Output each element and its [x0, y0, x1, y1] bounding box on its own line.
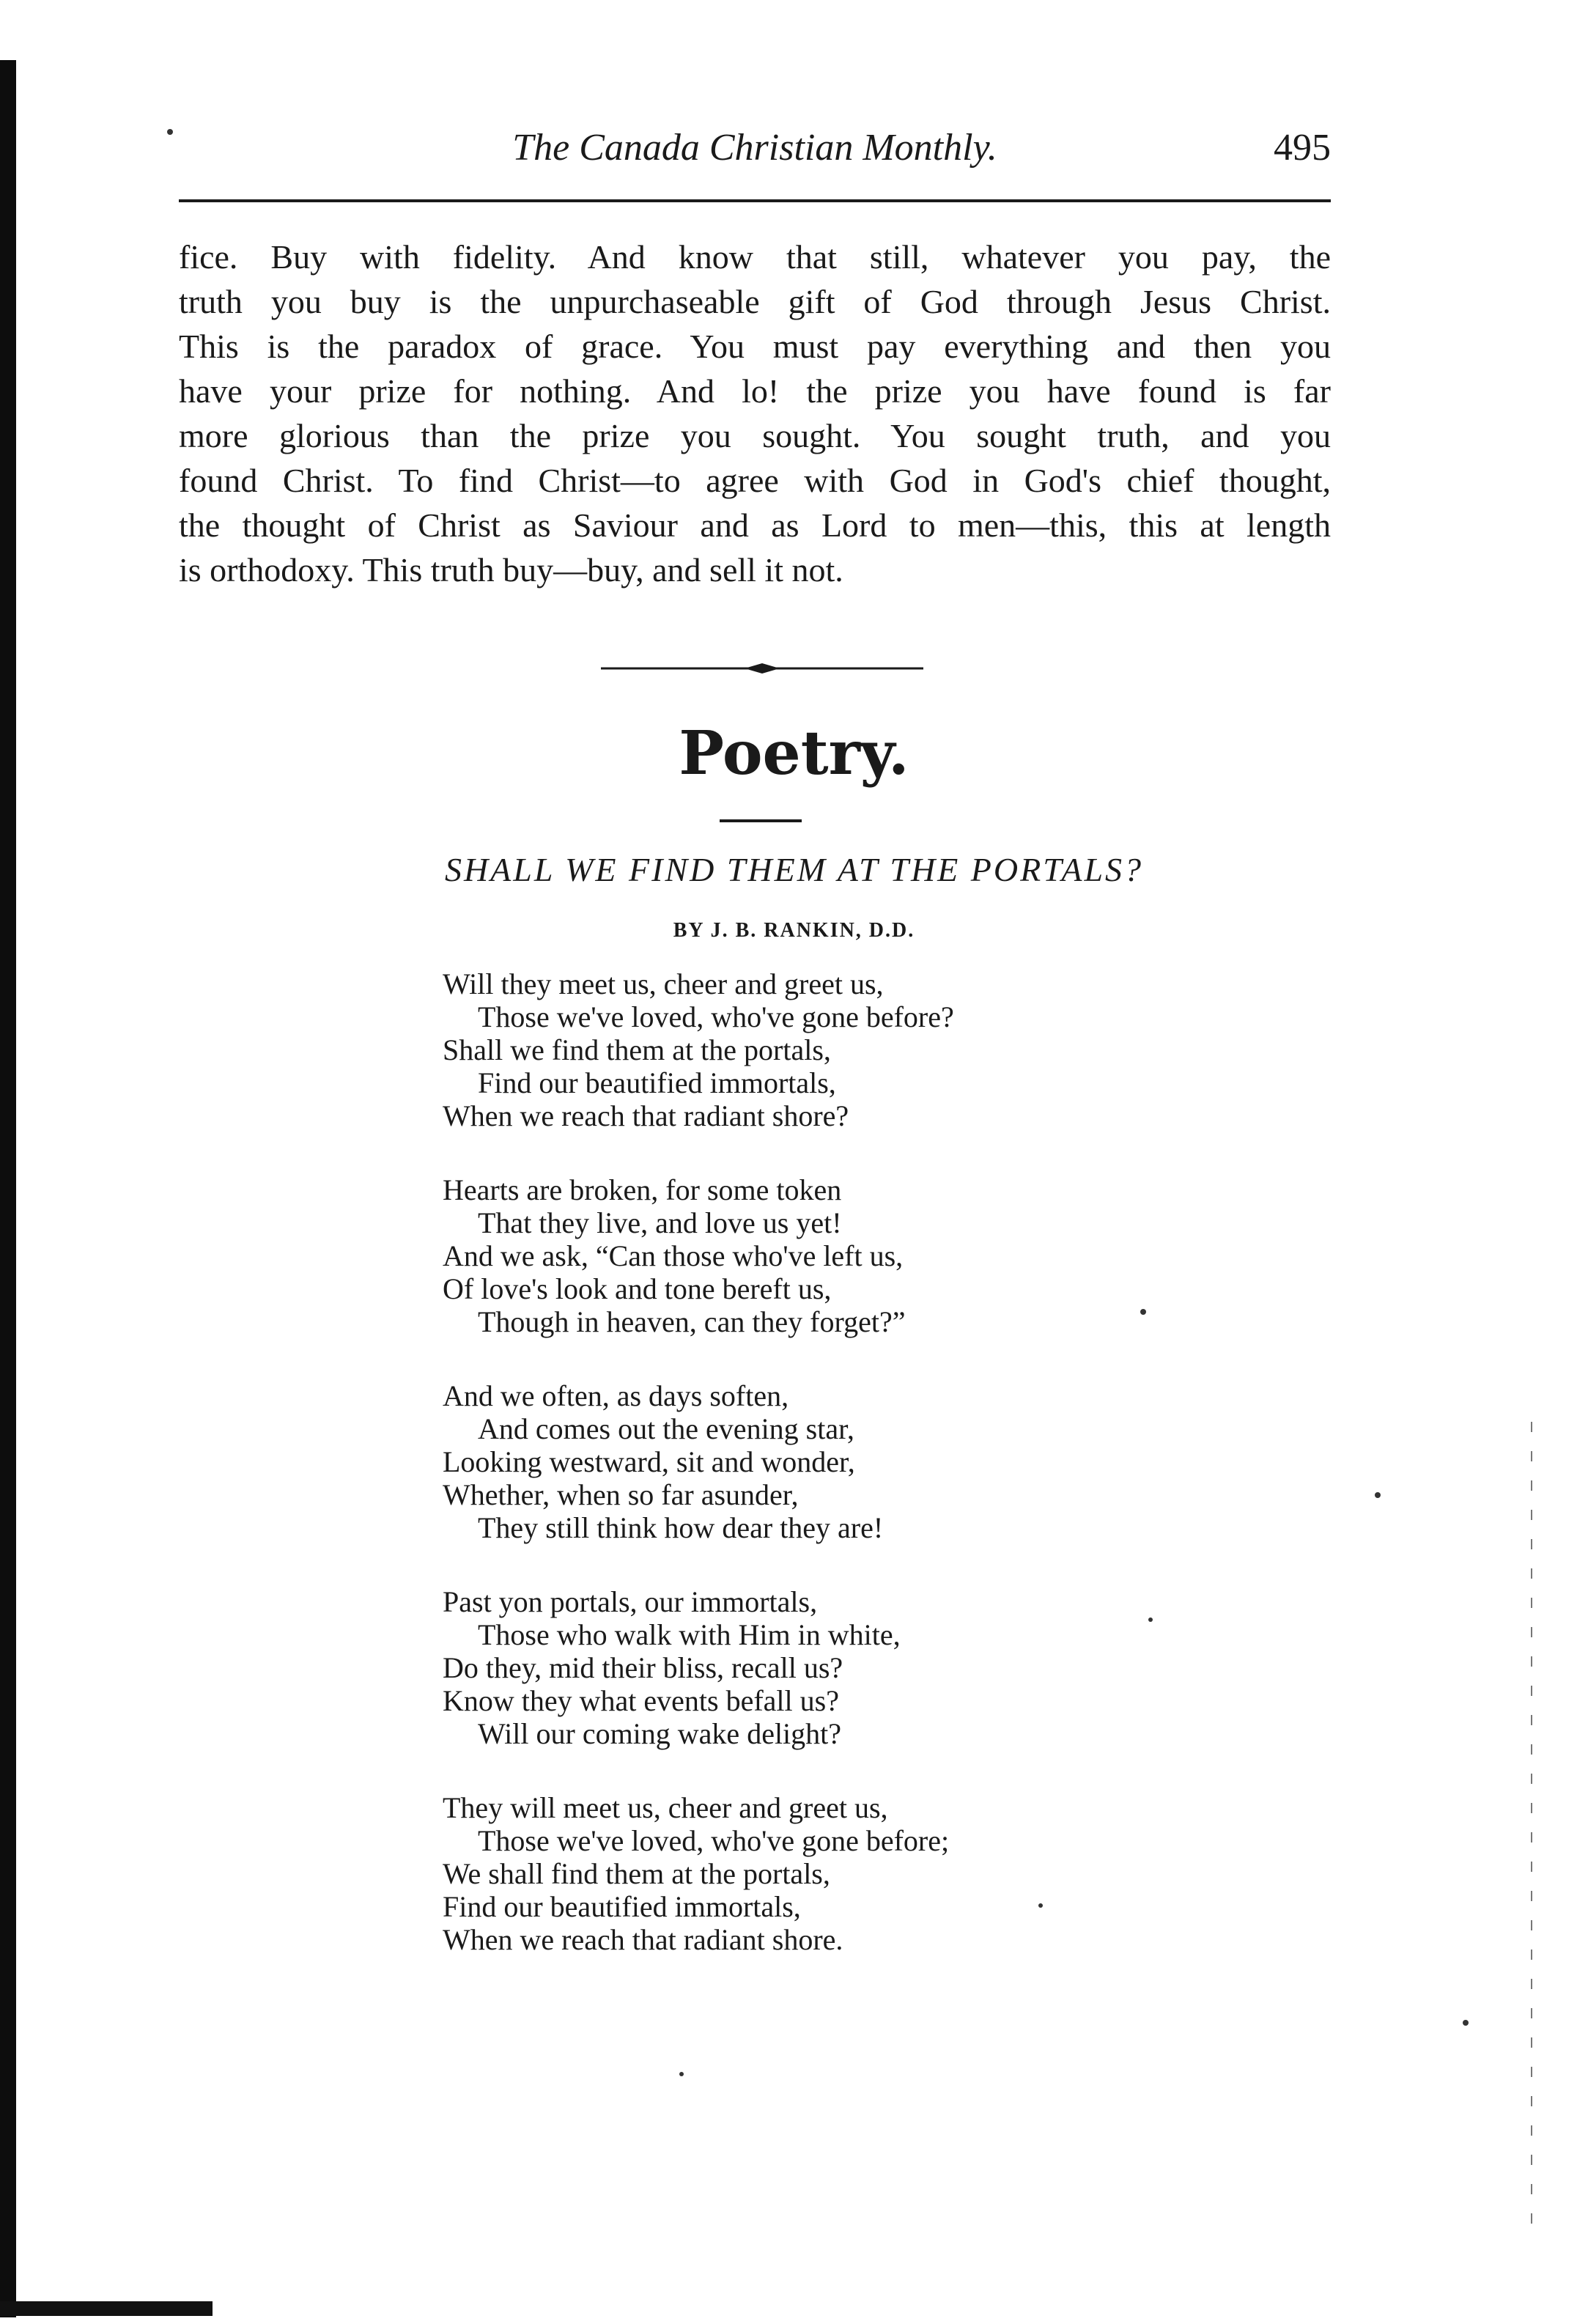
prose-line: found Christ. To find Christ—to agree with God in God's chief thought, [179, 462, 1331, 499]
verse-line: That they live, and love us yet! [478, 1206, 842, 1239]
stanza [443, 1585, 1175, 1750]
prose-line: truth you buy is the unpurchaseable gift of God through Jesus Christ. [179, 283, 1331, 320]
verse-line: And we ask, “Can those who've left us, [443, 1239, 904, 1272]
running-header [179, 117, 1331, 176]
verse-line: Though in heaven, can they forget?” [478, 1305, 906, 1338]
stanza [443, 1791, 1175, 1956]
prose-line: more glorious than the prize you sought. You sought truth, and you [179, 417, 1331, 454]
verse-line: When we reach that radiant shore? [443, 1099, 849, 1132]
journal-title: The Canada Christian Monthly. [512, 127, 997, 169]
verse-line: Looking westward, sit and wonder, [443, 1445, 855, 1478]
verse-line: And comes out the evening star, [478, 1412, 854, 1445]
verse-line: Will they meet us, cheer and greet us, [443, 967, 884, 1000]
poem-title: SHALL WE FIND THEM AT THE PORTALS? [444, 851, 1144, 888]
verse-line: Do they, mid their bliss, recall us? [443, 1651, 843, 1684]
prose-line: This is the paradox of grace. You must pay everything and then you [179, 328, 1331, 365]
verse-line: Know they what events befall us? [443, 1684, 839, 1717]
verse-line: They still think how dear they are! [478, 1511, 884, 1544]
verse-line: Past yon portals, our immortals, [443, 1585, 818, 1618]
poem [443, 967, 1175, 1997]
prose-line: fice. Buy with fidelity. And know that still, whatever you pay, the [179, 238, 1331, 276]
section-ornament [601, 662, 923, 675]
verse-line: Hearts are broken, for some token [443, 1173, 842, 1206]
verse-line: Whether, when so far asunder, [443, 1478, 799, 1511]
poem-byline: BY J. B. RANKIN, D.D. [673, 919, 915, 942]
verse-line: When we reach that radiant shore. [443, 1923, 843, 1956]
page-number: 495 [1274, 127, 1331, 169]
prose-line: have your prize for nothing. And lo! the prize you have found is far [179, 372, 1331, 410]
verse-line: Those who walk with Him in white, [478, 1618, 901, 1651]
verse-line: And we often, as days soften, [443, 1379, 789, 1412]
section-rule [720, 819, 802, 822]
scan-edge [0, 60, 16, 2317]
verse-line: Those we've loved, who've gone before? [478, 1000, 954, 1033]
verse-line: Those we've loved, who've gone before; [478, 1824, 950, 1857]
stanza [443, 967, 1175, 1132]
scan-edge-bottom [0, 2301, 213, 2316]
verse-line: Shall we find them at the portals, [443, 1033, 831, 1066]
header-rule [179, 199, 1331, 202]
verse-line: We shall find them at the portals, [443, 1857, 830, 1890]
prose-line: the thought of Christ as Saviour and as Lord to men—this, this at length [179, 506, 1331, 544]
stanza [443, 1379, 1175, 1544]
verse-line: Find our beautified immortals, [478, 1066, 836, 1099]
verse-line: Find our beautified immortals, [443, 1890, 801, 1923]
prose-paragraph [179, 235, 1331, 592]
verse-line: They will meet us, cheer and greet us, [443, 1791, 888, 1824]
verse-line: Of love's look and tone bereft us, [443, 1272, 832, 1305]
prose-line: is orthodoxy. This truth buy—buy, and sell it not. [179, 551, 843, 589]
stanza [443, 1173, 1175, 1338]
section-title: Poetry. [679, 718, 909, 789]
verse-line: Will our coming wake delight? [478, 1717, 842, 1750]
